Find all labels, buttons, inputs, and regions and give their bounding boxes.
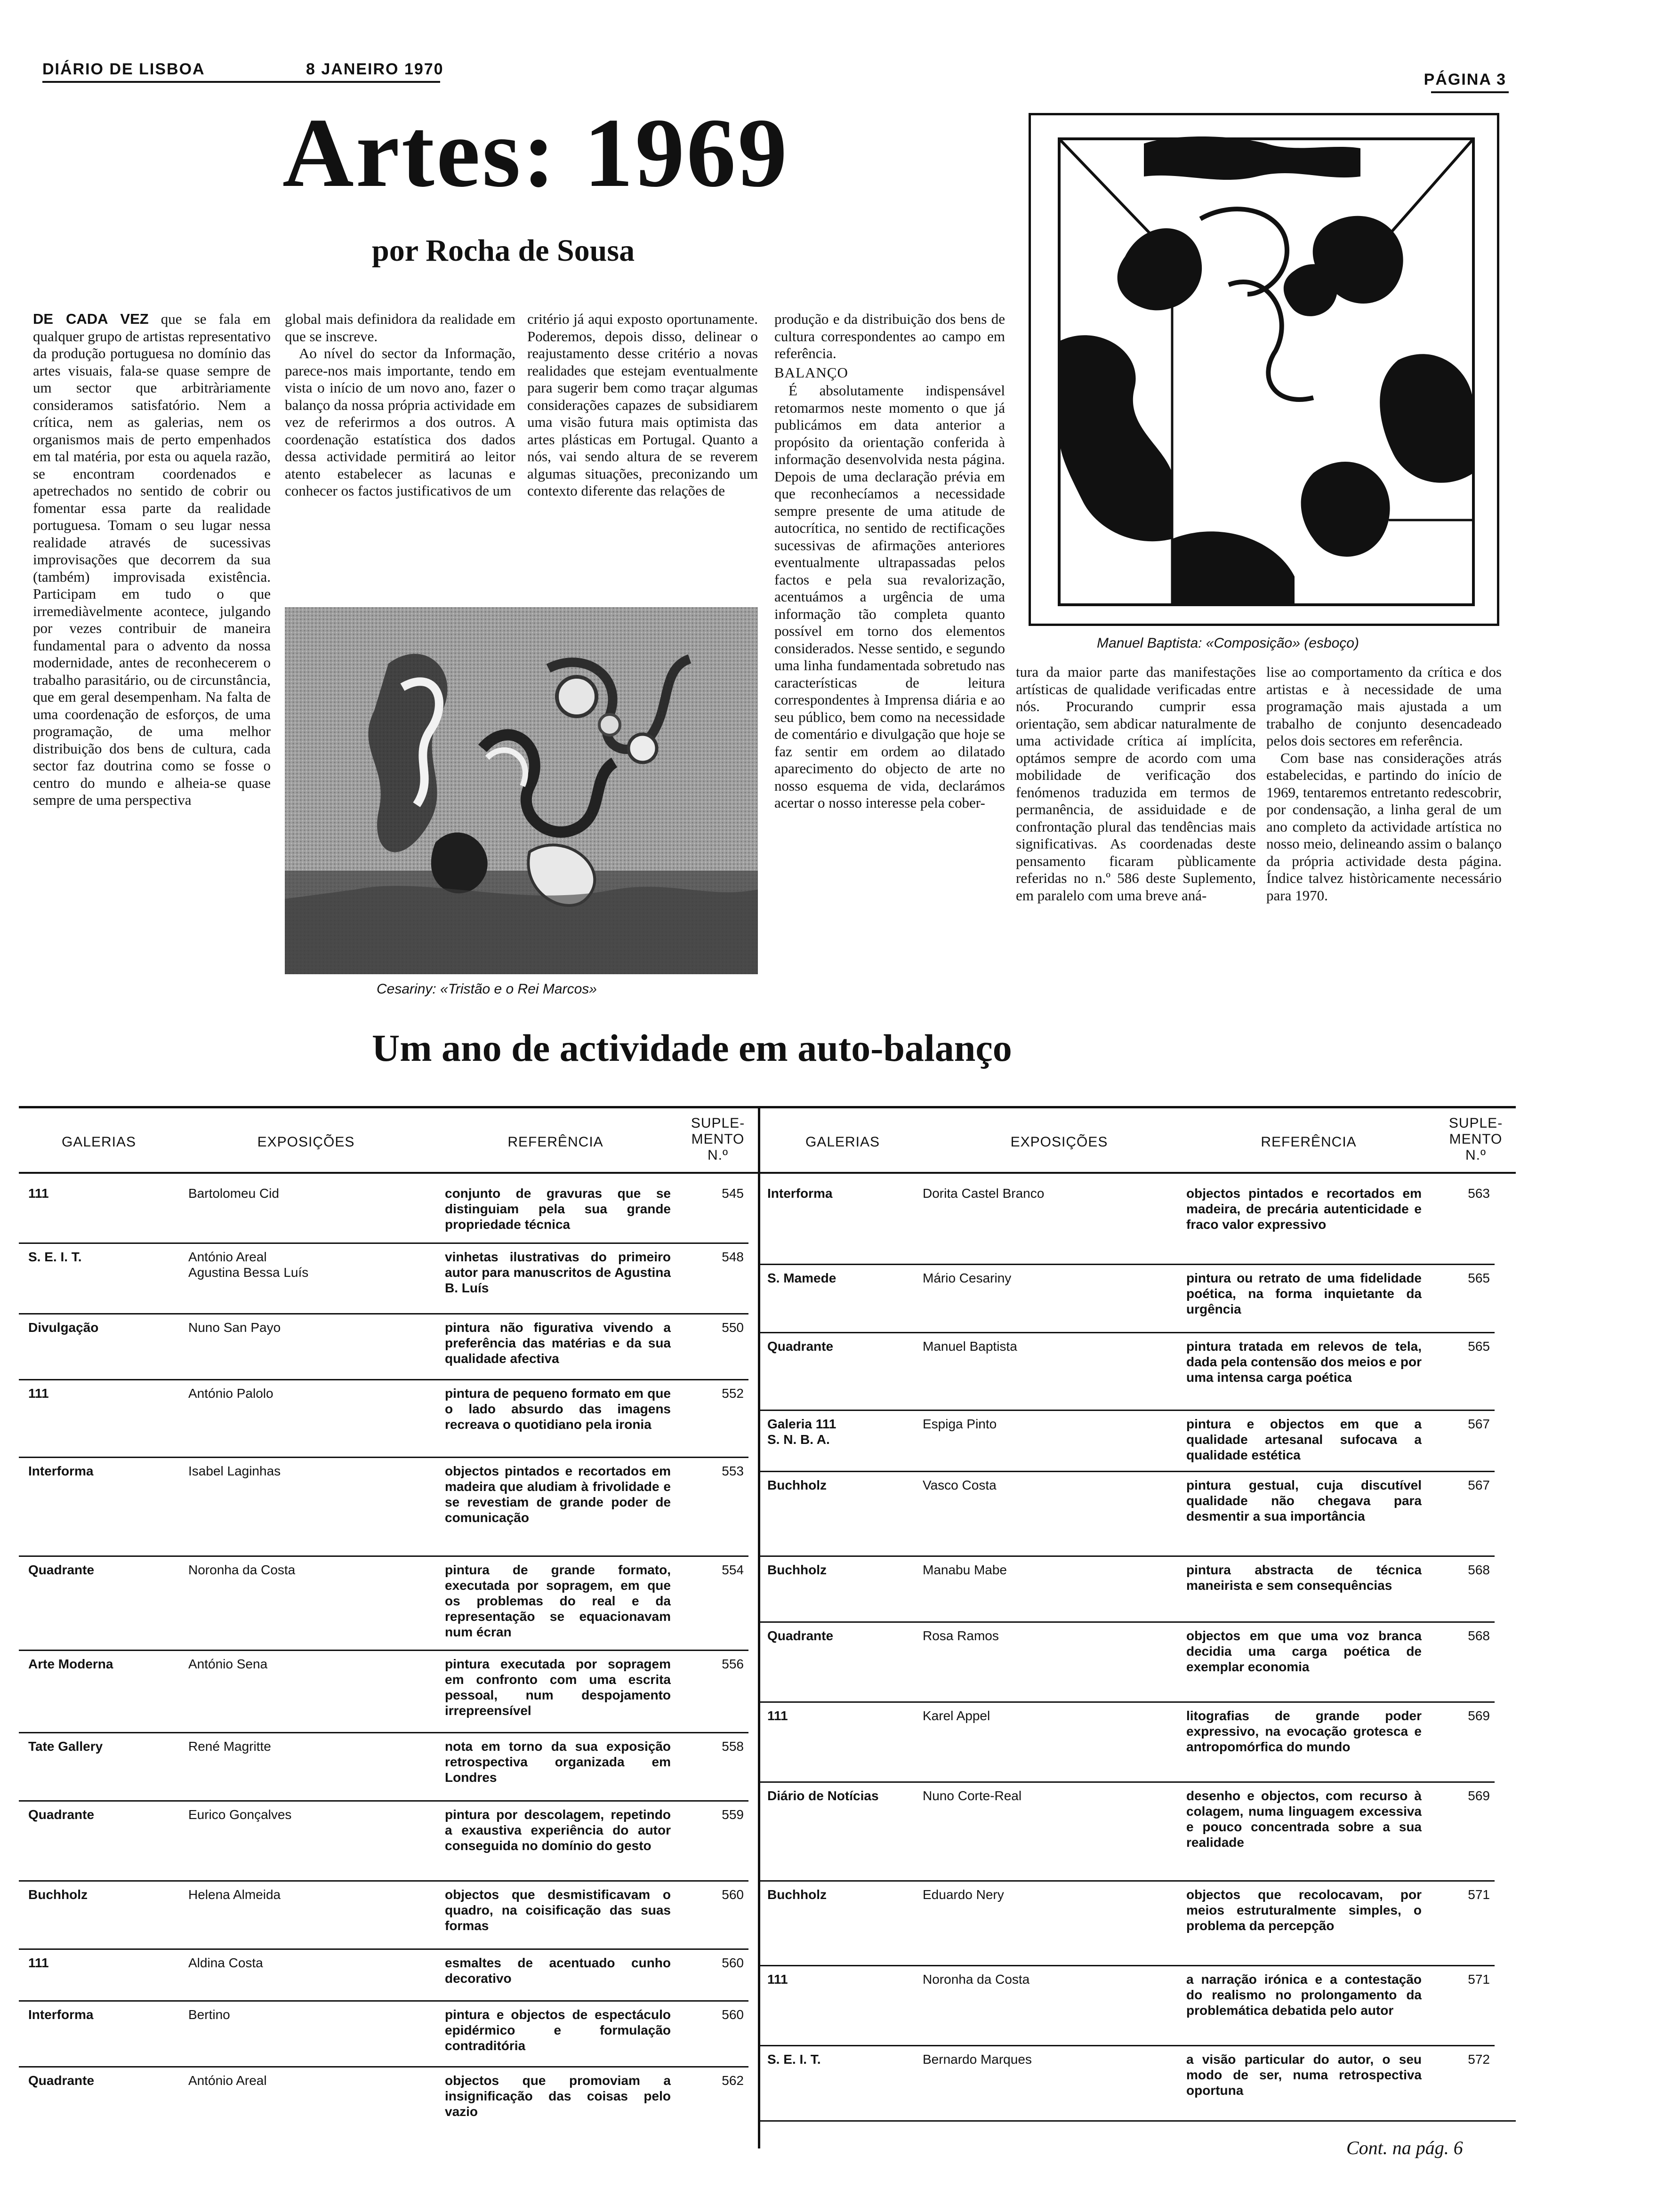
table-top-rule	[19, 1106, 1516, 1108]
baptista-composition-illustration	[1029, 113, 1499, 626]
header-suplemento-line: MENTO	[1449, 1131, 1503, 1147]
cesariny-artwork-photo	[285, 607, 758, 974]
row-divider	[19, 1379, 748, 1380]
cell-referencia: pintura executada por sopragem em confronto com uma escrita pessoal, num despojamento irrepreensível	[445, 1657, 671, 1718]
cell-galeria: Buchholz	[767, 1887, 827, 1902]
header-suplemento	[683, 1115, 753, 1163]
row-divider	[758, 1332, 1495, 1333]
cell-suplemento: 556	[722, 1657, 744, 1671]
cell-suplemento: 565	[1468, 1271, 1490, 1285]
cell-suplemento: 569	[1468, 1788, 1490, 1803]
cell-referencia: objectos que promoviam a insignificação das coisas pelo vazio	[445, 2073, 671, 2119]
cell-galeria: Buchholz	[767, 1478, 827, 1492]
row-divider	[19, 1242, 748, 1244]
cell-exposicao: Rosa Ramos	[923, 1628, 999, 1643]
cell-suplemento: 550	[722, 1320, 744, 1335]
cell-suplemento: 552	[722, 1386, 744, 1401]
row-divider	[19, 2066, 748, 2068]
paragraph: Com base nas considerações atrás estabelecidas, e partindo do início de 1969, tentaremos entretanto redescobrir, por condensação, a linha geral de um ano completo da actividade artística no nosso meio, delineando assim o balanço da própria actividade desta página. Índice talvez històricamente necessário para 1970.	[1266, 749, 1502, 904]
cell-suplemento: 568	[1468, 1628, 1490, 1643]
cell-suplemento: 568	[1468, 1563, 1490, 1577]
subheading-balanco: BALANÇO	[774, 364, 848, 381]
cell-galeria: Arte Moderna	[28, 1657, 113, 1671]
cell-suplemento: 558	[722, 1739, 744, 1754]
page-number-rule	[1431, 91, 1509, 93]
page-number: PÁGINA 3	[1424, 71, 1506, 88]
header-suplemento-line: SUPLE-	[1448, 1115, 1503, 1131]
continuation-note: Cont. na pág. 6	[1346, 2137, 1463, 2158]
paragraph: critério já aqui exposto oportunamente. Poderemos, depois disso, delinear o reajustamento desse critério a novas realidades que estejam eventualmente para sugerir bem como traçar algumas considerações capazes de subsidiarem uma visão futura mais optimista das artes plásticas em Portugal. Quanto a nós, vai sendo altura de se reverem algumas situações, preconizando um contexto diferente das relações de	[527, 311, 758, 499]
cell-exposicao: Bernardo Marques	[923, 2052, 1032, 2067]
header-exposicoes: EXPOSIÇÕES	[257, 1134, 355, 1150]
cell-galeria: Buchholz	[767, 1563, 827, 1577]
cell-galeria: Interforma	[28, 1464, 94, 1478]
cell-exposicao: António Palolo	[188, 1386, 273, 1401]
paragraph: Ao nível do sector da Informação, parece-nos mais importante, tendo em vista o início de um novo ano, fazer o balanço da nossa própria actividade em vez de referirmos a dos outros. A coordenação estatística dos dados dessa actividade permitirá ao leitor atento estabelecer as lacunas e conhecer os factos justificativos de um	[285, 345, 515, 499]
masthead-rule	[42, 81, 440, 83]
cell-exposicao: Vasco Costa	[923, 1478, 997, 1492]
cell-exposicao: Manabu Mabe	[923, 1563, 1007, 1577]
cell-exposicao: Manuel Baptista	[923, 1339, 1017, 1354]
cell-suplemento: 548	[722, 1250, 744, 1264]
article-column-4	[774, 311, 1005, 1007]
row-divider	[758, 1701, 1495, 1703]
cell-galeria: Quadrante	[28, 1563, 95, 1577]
row-divider	[758, 1264, 1495, 1265]
table-header-rule	[19, 1172, 1516, 1174]
cell-suplemento: 563	[1468, 1186, 1490, 1201]
cell-exposicao: António Areal Agustina Bessa Luís	[188, 1250, 309, 1280]
cell-suplemento: 554	[722, 1563, 744, 1577]
cell-galeria: Tate Gallery	[28, 1739, 103, 1754]
article-title: Artes: 1969	[282, 98, 789, 208]
paragraph: produção e da distribuição dos bens de cultura correspondentes ao campo em referência.	[774, 311, 1005, 361]
header-galerias: GALERIAS	[61, 1134, 137, 1150]
cell-exposicao: Eduardo Nery	[923, 1887, 1004, 1902]
cell-referencia: litografias de grande poder expressivo, na evocação grotesca e antropomórfica do mundo	[1186, 1708, 1422, 1754]
cell-exposicao: António Areal	[188, 2073, 267, 2088]
header-referencia: REFERÊNCIA	[507, 1134, 603, 1150]
cell-suplemento: 560	[722, 1887, 744, 1902]
cell-exposicao: Espiga Pinto	[923, 1417, 997, 1431]
cell-exposicao: Isabel Laginhas	[188, 1464, 281, 1478]
header-galerias: GALERIAS	[805, 1134, 880, 1150]
cell-referencia: nota em torno da sua exposição retrospectiva organizada em Londres	[445, 1739, 671, 1785]
newspaper-name: DIÁRIO DE LISBOA	[42, 60, 205, 78]
row-divider	[758, 1880, 1495, 1882]
cell-referencia: pintura e objectos de espectáculo epidérmico e formulação contraditória	[445, 2007, 671, 2053]
cell-exposicao: Noronha da Costa	[188, 1563, 296, 1577]
cell-galeria: Quadrante	[767, 1339, 834, 1354]
cell-galeria: 111	[767, 1708, 788, 1723]
cell-galeria: 111	[28, 1386, 49, 1401]
header-exposicoes: EXPOSIÇÕES	[1010, 1134, 1108, 1150]
cell-referencia: pintura tratada em relevos de tela, dada pela contensão dos meios e por uma intensa carga poética	[1186, 1339, 1422, 1385]
cell-exposicao: Bartolomeu Cid	[188, 1186, 279, 1201]
row-divider	[19, 1555, 748, 1557]
row-divider	[19, 1800, 748, 1802]
cell-exposicao: Nuno Corte-Real	[923, 1788, 1022, 1803]
row-divider	[758, 1555, 1495, 1557]
paragraph: lise ao comportamento da crítica e dos artistas e à necessidade de uma programação mais ajustada a um trabalho de conjunto desencadeado pelos dois sectores em referência.	[1266, 664, 1502, 749]
cell-galeria: Quadrante	[28, 2073, 95, 2088]
cell-referencia: vinhetas ilustrativas do primeiro autor para manuscritos de Agustina B. Luís	[445, 1250, 671, 1295]
cell-galeria: Quadrante	[767, 1628, 834, 1643]
header-suplemento-line: MENTO	[691, 1131, 745, 1147]
paragraph: É absolutamente indispensável retomarmos neste momento o que já publicámos em data anterior a propósito da orientação conferida à informação desenvolvida nesta página. Depois de uma declaração prévia em que reconhecíamos a necessidade sempre presente de uma atitude de autocrítica, no sentido de rectificações sucessivas de afirmações anteriores eventualmente ultrapassadas pelos factos e pela sua revalorização, acentuámos a urgência de uma informação tão completa quanto possível em torno dos elementos considerados. Nesse sentido, e segundo uma linha fundamentada sobretudo nas características de leitura correspondentes à Imprensa diária e ao seu público, bem como na necessidade de comentário e divulgação que hoje se faz sentir em ordem ao dilatado aparecimento do objecto de arte no nosso esquema de vida, declarámos acertar o nosso interesse pela cober-	[774, 382, 1005, 811]
cell-galeria: Divulgação	[28, 1320, 99, 1335]
cell-referencia: objectos que recolocavam, por meios estruturalmente simples, o problema da percepção	[1186, 1887, 1422, 1933]
row-divider	[758, 1410, 1495, 1411]
cell-suplemento: 553	[722, 1464, 744, 1478]
cell-suplemento: 571	[1468, 1887, 1490, 1902]
row-divider	[758, 1781, 1495, 1783]
row-divider	[19, 1650, 748, 1651]
cell-suplemento: 572	[1468, 2052, 1490, 2067]
cell-suplemento: 565	[1468, 1339, 1490, 1354]
cell-exposicao: Nuno San Payo	[188, 1320, 281, 1335]
row-divider	[758, 2045, 1495, 2046]
cell-referencia: objectos pintados e recortados em madeira, de precária autenticidade e fraco valor expressivo	[1186, 1186, 1422, 1232]
row-divider	[19, 2000, 748, 2002]
row-divider	[758, 1621, 1495, 1623]
cell-referencia: desenho e objectos, com recurso à colagem, numa linguagem excessiva e pouco concentrada sobre a sua realidade	[1186, 1788, 1422, 1850]
row-divider	[758, 1965, 1495, 1966]
cell-galeria: Buchholz	[28, 1887, 88, 1902]
header-suplemento-line: SUPLE-	[691, 1115, 745, 1131]
cell-suplemento: 571	[1468, 1972, 1490, 1987]
article-column-6	[1266, 664, 1502, 1007]
row-divider	[19, 1948, 748, 1950]
header-suplemento-line: N.º	[708, 1147, 728, 1163]
issue-date: 8 JANEIRO 1970	[306, 60, 444, 78]
cell-referencia: conjunto de gravuras que se distinguiam pela sua grande propriedade técnica	[445, 1186, 671, 1232]
header-suplemento	[1438, 1115, 1513, 1163]
cell-exposicao: António Sena	[188, 1657, 268, 1671]
cell-referencia: objectos em que uma voz branca decidia uma carga poética de exemplar economia	[1186, 1628, 1422, 1674]
article-column-1	[33, 311, 271, 1007]
cell-galeria: 111	[767, 1972, 788, 1987]
article-column-3	[527, 311, 758, 593]
table-bottom-rule	[760, 2120, 1516, 2122]
row-divider	[758, 1471, 1495, 1472]
cell-referencia: esmaltes de acentuado cunho decorativo	[445, 1956, 671, 1986]
cell-referencia: a visão particular do autor, o seu modo de ser, numa retrospectiva oportuna	[1186, 2052, 1422, 2098]
illustration-caption-baptista: Manuel Baptista: «Composição» (esboço)	[1097, 635, 1359, 651]
cell-galeria: 111	[28, 1186, 49, 1201]
cell-suplemento: 567	[1468, 1478, 1490, 1492]
cell-galeria: 111	[28, 1956, 49, 1970]
row-divider	[19, 1732, 748, 1733]
cell-referencia: pintura gestual, cuja discutível qualidade não chegava para desmentir a sua importância	[1186, 1478, 1422, 1523]
cell-galeria: S. E. I. T.	[767, 2052, 821, 2067]
cell-galeria: Galeria 111 S. N. B. A.	[767, 1417, 837, 1447]
cell-galeria: Interforma	[28, 2007, 94, 2022]
header-referencia: REFERÊNCIA	[1261, 1134, 1357, 1150]
cell-referencia: a narração irónica e a contestação do realismo no prolongamento da problemática debatida pelo autor	[1186, 1972, 1422, 2018]
photo-caption-cesariny: Cesariny: «Tristão e o Rei Marcos»	[377, 981, 597, 997]
cell-exposicao: Bertino	[188, 2007, 230, 2022]
article-column-2	[285, 311, 515, 593]
cell-suplemento: 545	[722, 1186, 744, 1201]
cell-exposicao: Helena Almeida	[188, 1887, 281, 1902]
cell-galeria: S. Mamede	[767, 1271, 837, 1285]
cell-galeria: S. E. I. T.	[28, 1250, 82, 1264]
cell-suplemento: 560	[722, 1956, 744, 1970]
cell-suplemento: 567	[1468, 1417, 1490, 1431]
cell-suplemento: 569	[1468, 1708, 1490, 1723]
cell-referencia: pintura ou retrato de uma fidelidade poética, na forma inquietante da urgência	[1186, 1271, 1422, 1316]
cell-referencia: pintura de grande formato, executada por sopragem, em que os problemas do real e da representação se equacionavam num écran	[445, 1563, 671, 1639]
cell-exposicao: Karel Appel	[923, 1708, 990, 1723]
cell-exposicao: Noronha da Costa	[923, 1972, 1030, 1987]
cell-exposicao: Mário Cesariny	[923, 1271, 1012, 1285]
row-divider	[19, 1457, 748, 1458]
paragraph: tura da maior parte das manifestações artísticas de qualidade verificadas entre nós. Procurando cumprir essa orientação, sem abdicar naturalmente de uma actividade crítica aí implícita, optámos sempre de acordo com uma mobilidade de verificação dos fenómenos traduzida em termos de permanência, de assiduidade e de confrontação plural das tendências mais significativas. As coordenadas deste pensamento ficaram pùblicamente referidas no n.º 586 deste Suplemento, em paralelo com uma breve aná-	[1016, 664, 1256, 904]
cell-exposicao: René Magritte	[188, 1739, 271, 1754]
table-center-divider	[758, 1106, 760, 2148]
cell-galeria: Interforma	[767, 1186, 833, 1201]
cell-suplemento: 559	[722, 1807, 744, 1822]
cell-referencia: pintura de pequeno formato em que o lado absurdo das imagens recreava o quotidiano pela ironia	[445, 1386, 671, 1432]
cell-referencia: pintura abstracta de técnica maneirista e sem consequências	[1186, 1563, 1422, 1593]
cell-galeria: Quadrante	[28, 1807, 95, 1822]
cell-suplemento: 562	[722, 2073, 744, 2088]
cell-referencia: pintura por descolagem, repetindo a exaustiva experiência do autor conseguida no domínio do gesto	[445, 1807, 671, 1853]
header-suplemento-line: N.º	[1465, 1147, 1486, 1163]
section-title: Um ano de actividade em auto-balanço	[372, 1026, 1012, 1069]
row-divider	[19, 1313, 748, 1314]
cell-exposicao: Dorita Castel Branco	[923, 1186, 1045, 1201]
cell-referencia: objectos que desmistificavam o quadro, na coisificação das suas formas	[445, 1887, 671, 1933]
cell-referencia: pintura não figurativa vivendo a preferência das matérias e da sua qualidade afectiva	[445, 1320, 671, 1366]
row-divider	[19, 1880, 748, 1882]
article-column-5	[1016, 664, 1256, 1007]
cell-referencia: pintura e objectos em que a qualidade artesanal sufocava a qualidade estética	[1186, 1417, 1422, 1462]
cell-exposicao: Eurico Gonçalves	[188, 1807, 292, 1822]
cell-galeria: Diário de Notícias	[767, 1788, 879, 1803]
paragraph: que se fala em qualquer grupo de artistas representativo da produção portuguesa no domínio das artes visuais, fala-se quase sempre de um sector que arbitràriamente consideramos satisfatório. Nem a crítica, nem as galerias, nem os organismos mais de perto empenhados em tal matéria, por esta ou aquela razão, se encontram coordenados e apetrechados no sentido de cobrir ou fomentar essa parte da realidade portuguesa. Tomam o seu lugar nessa realidade através de sucessivas improvisações que decorrem da sua (também) improvisada existência. Participam em tudo o que irremediàvelmente acontece, julgando por vezes contribuir de maneira fundamental para o advento da nossa modernidade, antes de reconhecerem o trabalho parasitário, ou de circunstância, que em geral desempenham. Na falta de uma coordenação de esforços, de uma programação, de uma melhor distribuição dos bens de cultura, cada sector faz doutrina como se fosse o centro do mundo e alheia-se quase sempre de uma perspectiva	[33, 311, 271, 808]
lead-in: DE CADA VEZ	[33, 311, 149, 327]
paragraph: global mais definidora da realidade em que se inscreve.	[285, 311, 515, 345]
article-byline: por Rocha de Sousa	[372, 233, 635, 268]
cell-suplemento: 560	[722, 2007, 744, 2022]
cell-exposicao: Aldina Costa	[188, 1956, 263, 1970]
cell-referencia: objectos pintados e recortados em madeira que aludiam à frivolidade e se revestiam de grande poder de comunicação	[445, 1464, 671, 1525]
